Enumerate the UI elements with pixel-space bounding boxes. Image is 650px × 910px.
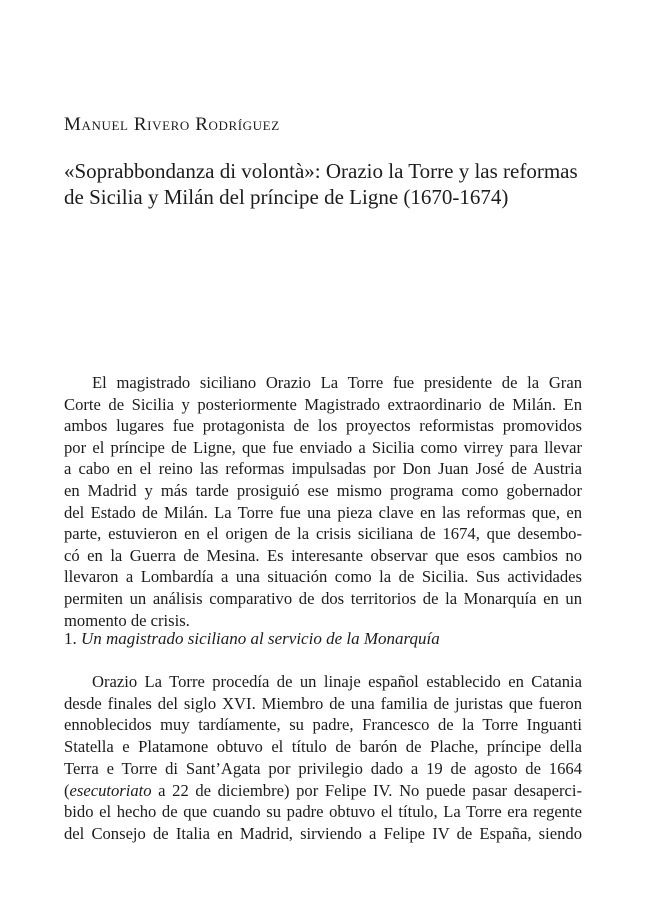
body-text-fragment: ( <box>64 780 70 800</box>
italic-term: esecutoriato <box>69 780 152 800</box>
abstract-line: llevaron a Lombardía a una situación como la de Sicilia. Sus actividades <box>64 567 582 587</box>
body-line: del Consejo de Italia en Madrid, sirviendo a Felipe IV de España, siendo <box>64 823 582 843</box>
abstract <box>64 372 582 631</box>
abstract-line: El magistrado siciliano Orazio La Torre fue presidente de la Gran <box>92 373 582 392</box>
body-line: ennoblecidos muy tardíamente, su padre, Francesco de la Torre Inguanti <box>64 715 582 735</box>
body-line: Terra e Torre di Sant’Agata por privilegio dado a 19 de agosto de 1664 <box>64 758 582 778</box>
body-text-fragment: a 22 de diciembre) por Felipe IV. No puede pasar desaperci- <box>151 780 582 800</box>
abstract-line: por el príncipe de Ligne, que fue enviado a Sicilia como virrey para llevar <box>64 437 582 457</box>
abstract-line: parte, estuvieron en el origen de la crisis siciliana de 1674, que desembo- <box>64 524 582 544</box>
body-line: Statella e Platamone obtuvo el título de barón de Plache, príncipe della <box>64 737 582 757</box>
abstract-line: a cabo en el reino las reformas impulsadas por Don Juan José de Austria <box>64 459 582 479</box>
author-name: Manuel Rivero Rodríguez <box>64 114 280 135</box>
abstract-line: Corte de Sicilia y posteriormente Magistrado extraordinario de Milán. En <box>64 394 582 414</box>
body-line: bido el hecho de que cuando su padre obtuvo el título, La Torre era regente <box>64 802 582 822</box>
abstract-line: có en la Guerra de Mesina. Es interesante observar que esos cambios no <box>64 545 582 565</box>
abstract-line: en Madrid y más tarde prosiguió ese mismo programa como gobernador <box>64 480 582 500</box>
body-paragraph <box>64 671 582 845</box>
abstract-line: momento de crisis. <box>64 610 190 630</box>
section-number: 1. <box>64 629 77 648</box>
body-line <box>64 780 582 802</box>
abstract-line: ambos lugares fue protagonista de los proyectos reformistas promovidos <box>64 416 582 436</box>
article-title <box>64 158 584 210</box>
body-line: Orazio La Torre procedía de un linaje español establecido en Catania <box>92 672 582 691</box>
section-title: Un magistrado siciliano al servicio de la Monarquía <box>81 629 440 648</box>
abstract-line: del Estado de Milán. La Torre fue una pieza clave en las reformas que, en <box>64 502 582 522</box>
body-line: desde finales del siglo XVI. Miembro de una familia de juristas que fueron <box>64 693 582 713</box>
section-heading <box>64 628 440 650</box>
title-line: «Soprabbondanza di volontà»: Orazio la Torre y las reformas <box>64 159 578 183</box>
title-line: de Sicilia y Milán del príncipe de Ligne (1670-1674) <box>64 185 509 209</box>
abstract-line: permiten un análisis comparativo de dos territorios de la Monarquía en un <box>64 588 582 608</box>
